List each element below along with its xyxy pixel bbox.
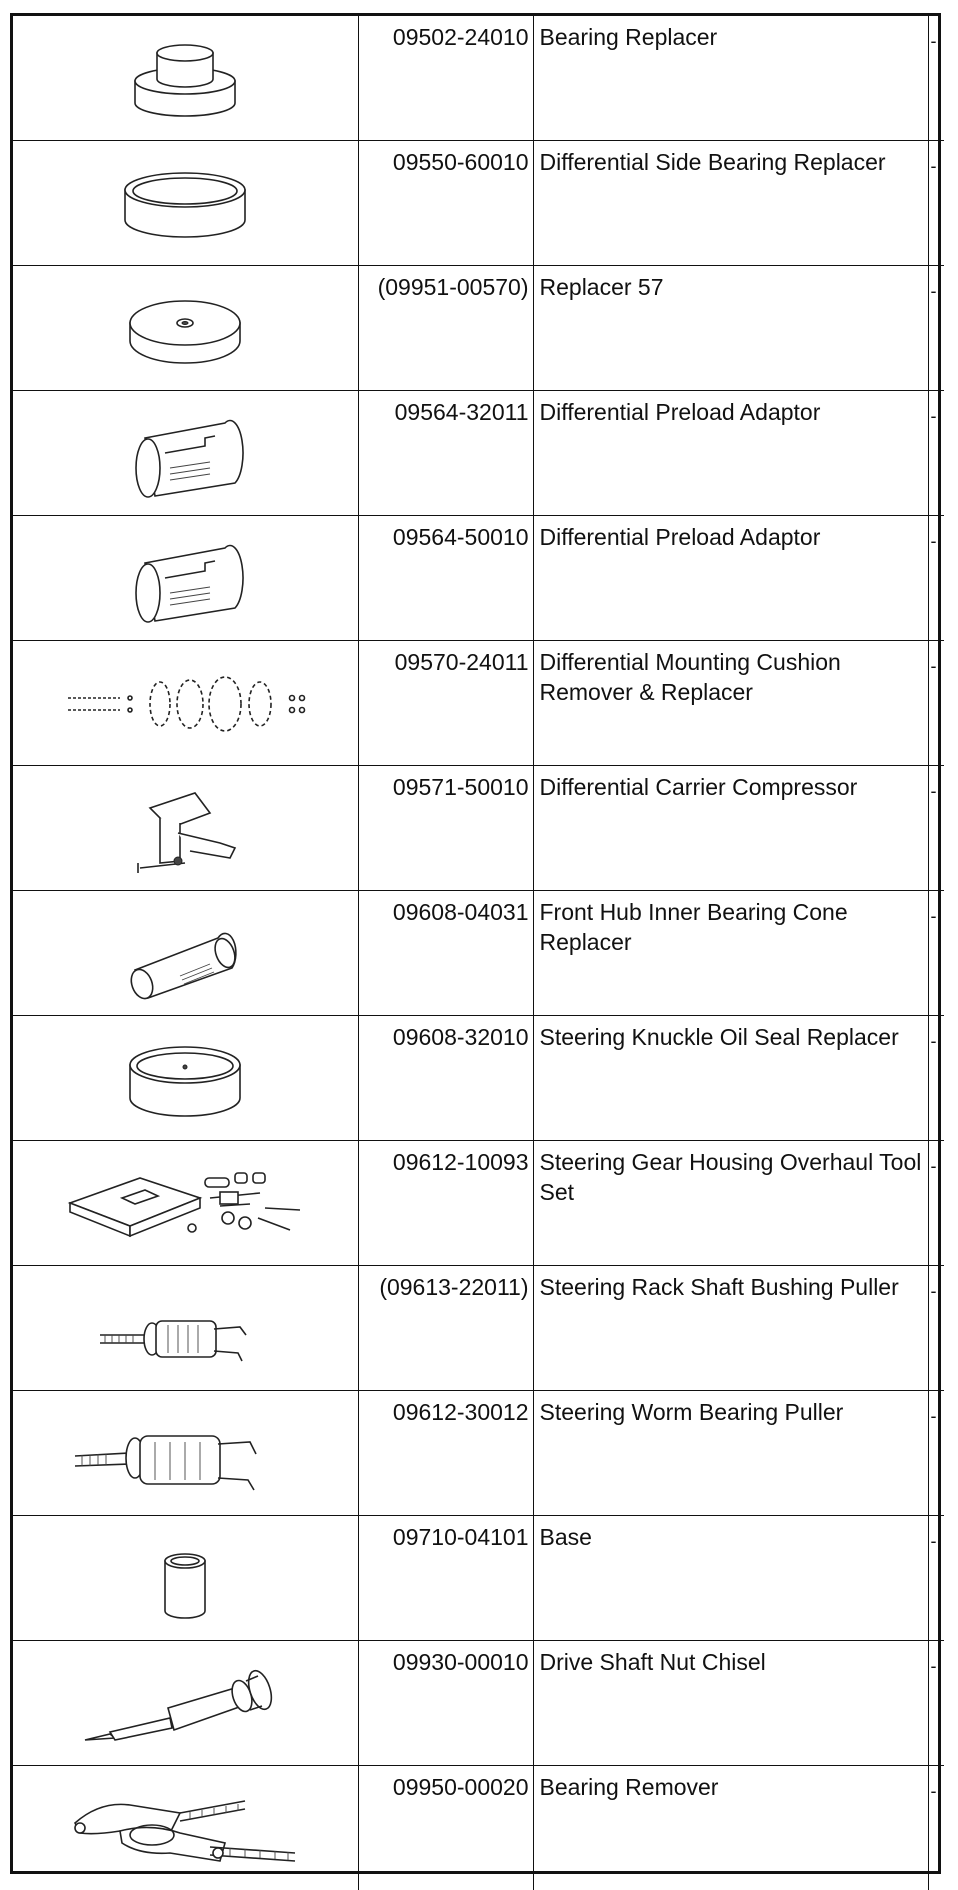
- tool-name-cell: [533, 1141, 928, 1266]
- part-number: 09612-10093: [359, 1141, 533, 1177]
- tool-illustration-cell: [13, 16, 358, 141]
- table-row: [13, 1391, 944, 1516]
- tool-name-cell: [533, 1266, 928, 1391]
- table-row: [13, 1766, 944, 1890]
- tool-illustration-cell: [13, 1641, 358, 1766]
- tool-name-cell: [533, 1516, 928, 1641]
- tool-illustration-cell: [13, 1766, 358, 1890]
- tool-name: Differential Carrier Compressor: [534, 766, 928, 802]
- chisel-icon: [60, 1648, 310, 1758]
- oil-seal-replacer-icon: [60, 1023, 310, 1133]
- tool-name: Steering Knuckle Oil Seal Replacer: [534, 1016, 928, 1052]
- table-row: [13, 516, 944, 641]
- tool-note: -: [929, 516, 945, 552]
- part-number: 09608-32010: [359, 1016, 533, 1052]
- tool-note: -: [929, 1391, 945, 1427]
- bushing-puller-icon: [60, 1273, 310, 1383]
- tool-illustration-cell: [13, 516, 358, 641]
- part-number-cell: [358, 1391, 533, 1516]
- tool-note: -: [929, 1641, 945, 1677]
- table-row: [13, 1516, 944, 1641]
- tool-illustration-cell: [13, 1516, 358, 1641]
- table-row: [13, 266, 944, 391]
- tool-illustration-cell: [13, 141, 358, 266]
- table-row: [13, 1641, 944, 1766]
- table-row: [13, 641, 944, 766]
- tool-illustration-cell: [13, 1141, 358, 1266]
- note-cell: [928, 16, 944, 141]
- tool-name-cell: [533, 891, 928, 1016]
- tool-name: Drive Shaft Nut Chisel: [534, 1641, 928, 1677]
- ring-replacer-icon: [60, 148, 310, 258]
- tool-name: Differential Preload Adaptor: [534, 516, 928, 552]
- part-number-cell: [358, 1516, 533, 1641]
- tool-name-cell: [533, 141, 928, 266]
- part-number: 09564-32011: [359, 391, 533, 427]
- note-cell: [928, 766, 944, 891]
- tool-set-case-icon: [60, 1148, 310, 1258]
- tool-note: -: [929, 1766, 945, 1802]
- tool-note: -: [929, 641, 945, 677]
- tool-note: -: [929, 891, 945, 927]
- tool-name: Front Hub Inner Bearing Cone Replacer: [534, 891, 928, 957]
- tool-name: Steering Worm Bearing Puller: [534, 1391, 928, 1427]
- tool-note: -: [929, 391, 945, 427]
- tool-note: -: [929, 766, 945, 802]
- part-number: 09571-50010: [359, 766, 533, 802]
- part-number-cell: [358, 516, 533, 641]
- note-cell: [928, 266, 944, 391]
- note-cell: [928, 1266, 944, 1391]
- tool-name: Differential Side Bearing Replacer: [534, 141, 928, 177]
- tool-note: -: [929, 1141, 945, 1177]
- table-row: [13, 391, 944, 516]
- tool-name-cell: [533, 1766, 928, 1890]
- part-number-cell: [358, 1641, 533, 1766]
- part-number-cell: [358, 766, 533, 891]
- part-number-cell: [358, 266, 533, 391]
- note-cell: [928, 641, 944, 766]
- tool-name-cell: [533, 1391, 928, 1516]
- disc-replacer-icon: [60, 273, 310, 383]
- note-cell: [928, 391, 944, 516]
- note-cell: [928, 141, 944, 266]
- tool-name-cell: [533, 1016, 928, 1141]
- tools-table: [13, 16, 944, 1890]
- part-number-cell: [358, 391, 533, 516]
- tool-name-cell: [533, 266, 928, 391]
- bearing-puller-icon: [60, 1398, 310, 1508]
- tool-note: -: [929, 1016, 945, 1052]
- part-number-cell: [358, 1016, 533, 1141]
- table-row: [13, 891, 944, 1016]
- part-number-cell: [358, 891, 533, 1016]
- note-cell: [928, 1516, 944, 1641]
- tool-note: -: [929, 266, 945, 302]
- part-number: (09613-22011): [359, 1266, 533, 1302]
- table-row: [13, 141, 944, 266]
- part-number-cell: [358, 141, 533, 266]
- tool-name: Bearing Remover: [534, 1766, 928, 1802]
- note-cell: [928, 1141, 944, 1266]
- table-row: [13, 16, 944, 141]
- part-number: (09951-00570): [359, 266, 533, 302]
- part-number: 09608-04031: [359, 891, 533, 927]
- tool-note: -: [929, 141, 945, 177]
- table-row: [13, 766, 944, 891]
- tool-illustration-cell: [13, 641, 358, 766]
- bearing-remover-icon: [60, 1773, 310, 1883]
- preload-adaptor-icon: [60, 398, 310, 508]
- tool-name: Steering Gear Housing Overhaul Tool Set: [534, 1141, 928, 1207]
- part-number: 09502-24010: [359, 16, 533, 52]
- part-number: 09710-04101: [359, 1516, 533, 1552]
- carrier-compressor-icon: [60, 773, 310, 883]
- tool-name-cell: [533, 16, 928, 141]
- special-tools-table: [10, 13, 941, 1874]
- part-number-cell: [358, 1266, 533, 1391]
- tool-name-cell: [533, 391, 928, 516]
- bearing-replacer-icon: [60, 23, 310, 133]
- tool-name: Differential Preload Adaptor: [534, 391, 928, 427]
- tool-name-cell: [533, 1641, 928, 1766]
- tool-name: Differential Mounting Cushion Remover & Replacer: [534, 641, 928, 707]
- table-row: [13, 1016, 944, 1141]
- tool-note: -: [929, 1266, 945, 1302]
- note-cell: [928, 1766, 944, 1890]
- cone-replacer-icon: [60, 898, 310, 1008]
- part-number: 09570-24011: [359, 641, 533, 677]
- tool-illustration-cell: [13, 266, 358, 391]
- note-cell: [928, 891, 944, 1016]
- base-cylinder-icon: [60, 1523, 310, 1633]
- tool-illustration-cell: [13, 1016, 358, 1141]
- tool-illustration-cell: [13, 391, 358, 516]
- tool-note: -: [929, 16, 945, 52]
- part-number-cell: [358, 1141, 533, 1266]
- part-number-cell: [358, 641, 533, 766]
- tool-illustration-cell: [13, 1391, 358, 1516]
- note-cell: [928, 1641, 944, 1766]
- tool-name: Replacer 57: [534, 266, 928, 302]
- tool-illustration-cell: [13, 891, 358, 1016]
- tool-illustration-cell: [13, 1266, 358, 1391]
- tool-name-cell: [533, 766, 928, 891]
- tool-illustration-cell: [13, 766, 358, 891]
- preload-adaptor-icon: [60, 523, 310, 633]
- tool-note: -: [929, 1516, 945, 1552]
- part-number: 09564-50010: [359, 516, 533, 552]
- tool-name: Bearing Replacer: [534, 16, 928, 52]
- note-cell: [928, 1391, 944, 1516]
- table-row: [13, 1266, 944, 1391]
- tool-name: Base: [534, 1516, 928, 1552]
- table-row: [13, 1141, 944, 1266]
- note-cell: [928, 1016, 944, 1141]
- part-number: 09950-00020: [359, 1766, 533, 1802]
- note-cell: [928, 516, 944, 641]
- cushion-tool-set-icon: [60, 648, 310, 758]
- part-number-cell: [358, 1766, 533, 1890]
- tool-name-cell: [533, 516, 928, 641]
- part-number-cell: [358, 16, 533, 141]
- part-number: 09550-60010: [359, 141, 533, 177]
- part-number: 09612-30012: [359, 1391, 533, 1427]
- tool-name: Steering Rack Shaft Bushing Puller: [534, 1266, 928, 1302]
- tool-name-cell: [533, 641, 928, 766]
- part-number: 09930-00010: [359, 1641, 533, 1677]
